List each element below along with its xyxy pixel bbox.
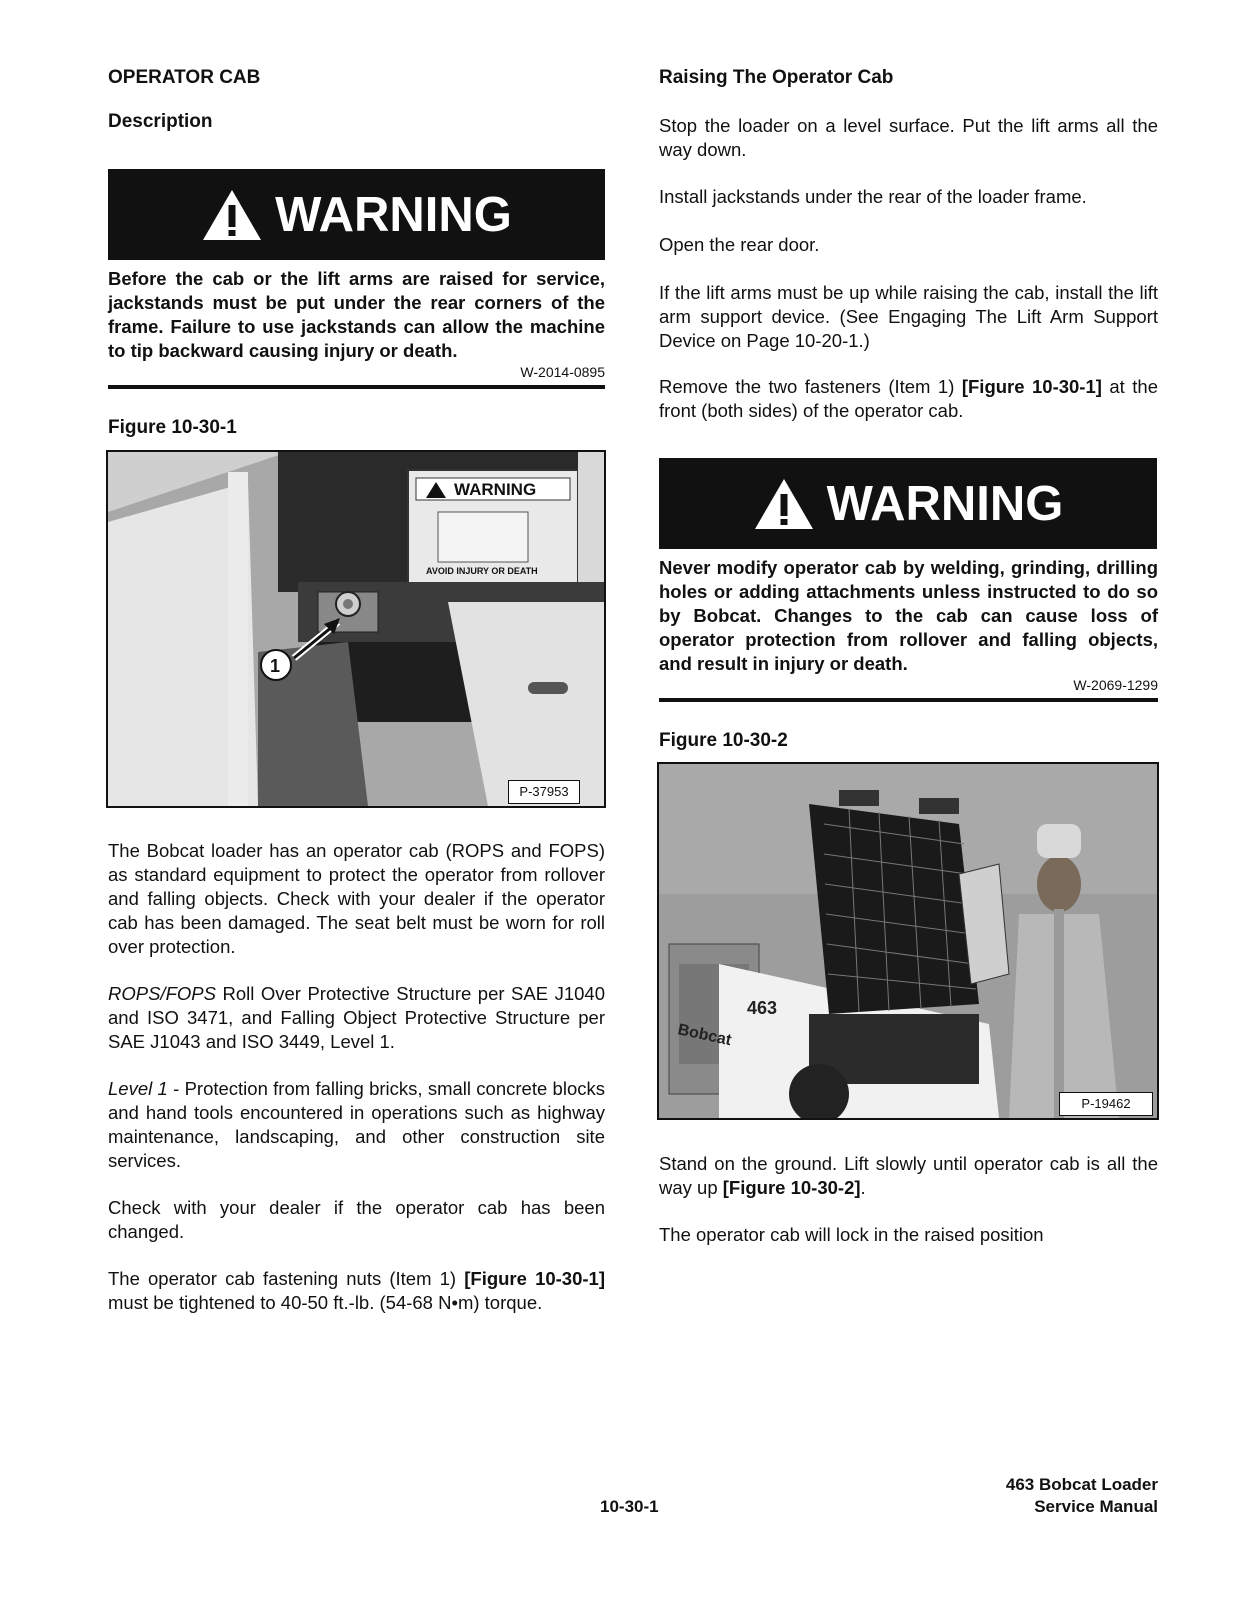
fasteners-text-a: Remove the two fasteners (Item 1) bbox=[659, 376, 962, 397]
paragraph-description: The Bobcat loader has an operator cab (ROPS and FOPS) as standard equipment to protect the operator from rollover and falling objects. Check with your dealer if the operator cab has been damaged. The seat belt must be worn for roll over protection. bbox=[108, 840, 605, 957]
torque-text-a: The operator cab fastening nuts (Item 1) bbox=[108, 1268, 465, 1289]
paragraph-rops-fops bbox=[108, 982, 605, 1054]
warning-banner-1 bbox=[108, 169, 605, 260]
warning-text-1: Before the cab or the lift arms are raised for service, jackstands must be put under the rear corners of the frame. Failure to use jackstands can allow the machine to tip backward causing injury or death. bbox=[108, 268, 605, 361]
rops-fops-definition: Roll Over Protective Structure per SAE J1040 and ISO 3471, and Falling Object Protective Structure per SAE J1043 and ISO 3449, Level 1. bbox=[108, 983, 605, 1052]
photo-code-1: P-37953 bbox=[508, 780, 580, 804]
paragraph-level1 bbox=[108, 1077, 605, 1173]
warning-label: WARNING bbox=[275, 187, 512, 242]
figure-reference-link[interactable]: [Figure 10-30-2] bbox=[722, 1177, 861, 1198]
section-title-right: Raising The Operator Cab bbox=[659, 67, 894, 88]
figure-photo-1 bbox=[106, 450, 606, 808]
figure-reference-link[interactable]: [Figure 10-30-1] bbox=[961, 376, 1102, 397]
manual-title-line1: 463 Bobcat Loader bbox=[1005, 1475, 1158, 1494]
stand-text-b: . bbox=[860, 1177, 866, 1198]
loader-cab-raised-photo bbox=[659, 764, 1157, 1118]
section-title: OPERATOR CAB bbox=[108, 67, 261, 88]
subsection-title: Description bbox=[108, 111, 213, 132]
paragraph-dealer-check: Check with your dealer if the operator cab has been changed. bbox=[108, 1197, 605, 1242]
figure-reference-link[interactable]: [Figure 10-30-1] bbox=[464, 1268, 605, 1289]
warning-triangle-icon bbox=[753, 477, 815, 531]
warning-code-1: W-2014-0895 bbox=[520, 364, 605, 380]
paragraph-stop-loader: Stop the loader on a level surface. Put the lift arms all the way down. bbox=[659, 115, 1158, 160]
torque-text-b: must be tightened to 40-50 ft.-lb. (54-68 N•m) torque. bbox=[108, 1292, 543, 1313]
figure-caption-2: Figure 10-30-2 bbox=[659, 730, 788, 751]
figure-caption-1: Figure 10-30-1 bbox=[108, 417, 237, 438]
decal-warning-text: WARNING bbox=[454, 480, 537, 499]
term-rops-fops: ROPS/FOPS bbox=[108, 983, 216, 1004]
manual-title-line2: Service Manual bbox=[1034, 1497, 1158, 1516]
decal-avoid-text: AVOID INJURY OR DEATH bbox=[426, 566, 538, 576]
manual-title bbox=[1006, 1474, 1158, 1518]
decal-brand-text: Bobcat bbox=[676, 1021, 733, 1050]
paragraph-rear-door: Open the rear door. bbox=[659, 234, 820, 255]
divider-rule bbox=[659, 698, 1158, 702]
loader-frame-photo bbox=[108, 452, 604, 806]
level1-definition: - Protection from falling bricks, small concrete blocks and hand tools encountered in operations such as highway maintenance, landscaping, and other construction site services. bbox=[108, 1078, 605, 1171]
stand-text-a: Stand on the ground. Lift slowly until operator cab is all the way up bbox=[659, 1153, 1158, 1198]
callout-1: 1 bbox=[270, 656, 281, 676]
warning-label: WARNING bbox=[826, 476, 1064, 531]
paragraph-cab-lock: The operator cab will lock in the raised position bbox=[659, 1224, 1044, 1245]
photo-code-2: P-19462 bbox=[1059, 1092, 1153, 1116]
paragraph-remove-fasteners bbox=[659, 375, 1158, 423]
paragraph-torque bbox=[108, 1267, 605, 1315]
figure-photo-2 bbox=[657, 762, 1159, 1120]
paragraph-lift-arm-support: If the lift arms must be up while raising the cab, install the lift arm support device. (See Engaging The Lift Arm Support Device on Page 10-20-1.) bbox=[659, 282, 1158, 351]
warning-banner-2 bbox=[659, 458, 1157, 549]
paragraph-stand-on-ground bbox=[659, 1152, 1158, 1200]
term-level1: Level 1 bbox=[108, 1078, 168, 1099]
paragraph-jackstands: Install jackstands under the rear of the loader frame. bbox=[659, 186, 1087, 207]
fasteners-text-b: at the front (both sides) of the operator cab. bbox=[659, 376, 1158, 421]
decal-model-text: 463 bbox=[747, 998, 778, 1018]
page-number: 10-30-1 bbox=[600, 1497, 659, 1516]
warning-triangle-icon bbox=[201, 188, 263, 242]
divider-rule bbox=[108, 385, 605, 389]
warning-text-2: Never modify operator cab by welding, grinding, drilling holes or adding attachments unless instructed to do so by Bobcat. Changes to the cab can cause loss of operator protection from rollover and falling objects, and result in injury or death. bbox=[659, 557, 1158, 674]
warning-code-2: W-2069-1299 bbox=[1073, 677, 1158, 693]
